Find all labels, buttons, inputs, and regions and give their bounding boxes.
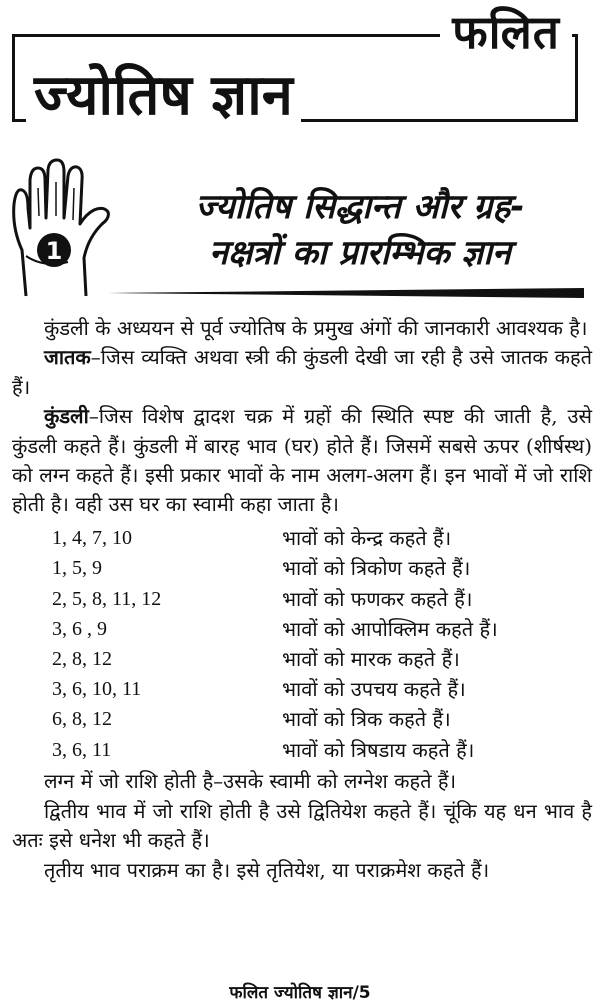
house-group-name: भावों को मारक कहते हैं। (282, 646, 460, 671)
dhanesh-paragraph: द्वितीय भाव में जो राशि होती है उसे द्वितियेश कहते हैं। चूंकि यह धन भाव है अतः इसे धनेश भी कहते हैं। (12, 798, 592, 853)
jatak-term: जातक (44, 345, 91, 370)
house-group-name: भावों को आपोक्लिम कहते हैं। (282, 616, 498, 641)
table-row (52, 645, 498, 675)
table-row (52, 584, 498, 614)
chapter-body (12, 314, 592, 885)
chapter-title-line-1: ज्योतिष सिद्धान्त और ग्रह- (195, 187, 525, 227)
chapter-number: 1 (45, 237, 63, 265)
house-numbers: 2, 5, 8, 11, 12 (52, 587, 162, 610)
table-row (52, 524, 498, 554)
chapter-title-underline (108, 286, 584, 300)
kundali-paragraph (12, 402, 592, 520)
house-numbers: 1, 4, 7, 10 (52, 527, 132, 550)
page-footer: फलित ज्योतिष ज्ञान/5 (229, 983, 371, 1003)
house-numbers: 6, 8, 12 (52, 708, 112, 731)
parakramesh-paragraph: तृतीय भाव पराक्रम का है। इसे तृतियेश, या पराक्रमेश कहते हैं। (44, 857, 490, 882)
chapter-title-line-2: नक्षत्रों का प्रारम्भिक ज्ञान (209, 233, 511, 273)
house-numbers: 3, 6, 10, 11 (52, 678, 142, 701)
house-numbers: 1, 5, 9 (52, 557, 102, 580)
intro-paragraph: कुंडली के अध्ययन से पूर्व ज्योतिष के प्रमुख अंगों की जानकारी आवश्यक है। (44, 316, 588, 340)
house-group-name: भावों को फणकर कहते हैं। (282, 586, 473, 611)
table-row (52, 614, 498, 644)
house-group-name: भावों को त्रिक कहते हैं। (282, 707, 451, 732)
table-row (52, 735, 498, 765)
kundali-definition: –जिस विशेष द्वादश चक्र में ग्रहों की स्थिति स्पष्ट की जाती है, उसे कुंडली कहते हैं। कुंडली में बारह भाव (घर) होते हैं। जिसमें सबसे ऊपर (शीर्षस्थ) को लग्न कहते हैं। इसी प्रकार भावों के नाम अलग-अलग हैं। इन भावों में जो राशि होती है। वही उस घर का स्वामी कहा जाता है। (12, 404, 592, 517)
house-numbers: 3, 6, 11 (52, 738, 112, 761)
book-title-main: ज्योतिष ज्ञान (26, 64, 301, 128)
lagnesh-paragraph: लग्न में जो राशि होती है–उसके स्वामी को लग्नेश कहते हैं। (44, 769, 457, 794)
chapter-title (140, 184, 580, 276)
house-group-name: भावों को त्रिषडाय कहते हैं। (282, 737, 475, 762)
palm-hand-icon (4, 158, 116, 298)
house-group-name: भावों को उपचय कहते हैं। (282, 677, 466, 702)
house-numbers: 2, 8, 12 (52, 647, 112, 670)
table-row (52, 705, 498, 735)
jatak-paragraph (12, 343, 592, 402)
book-title-top: फलित (440, 6, 572, 58)
house-group-name: भावों को त्रिकोण कहते हैं। (282, 556, 471, 581)
kundali-term: कुंडली (44, 404, 89, 429)
table-row (52, 675, 498, 705)
jatak-definition: –जिस व्यक्ति अथवा स्त्री की कुंडली देखी जा रही है उसे जातक कहते हैं। (12, 345, 592, 399)
house-classification-table (52, 524, 498, 766)
house-group-name: भावों को केन्द्र कहते हैं। (282, 526, 452, 551)
table-row (52, 554, 498, 584)
house-numbers: 3, 6 , 9 (52, 617, 107, 640)
